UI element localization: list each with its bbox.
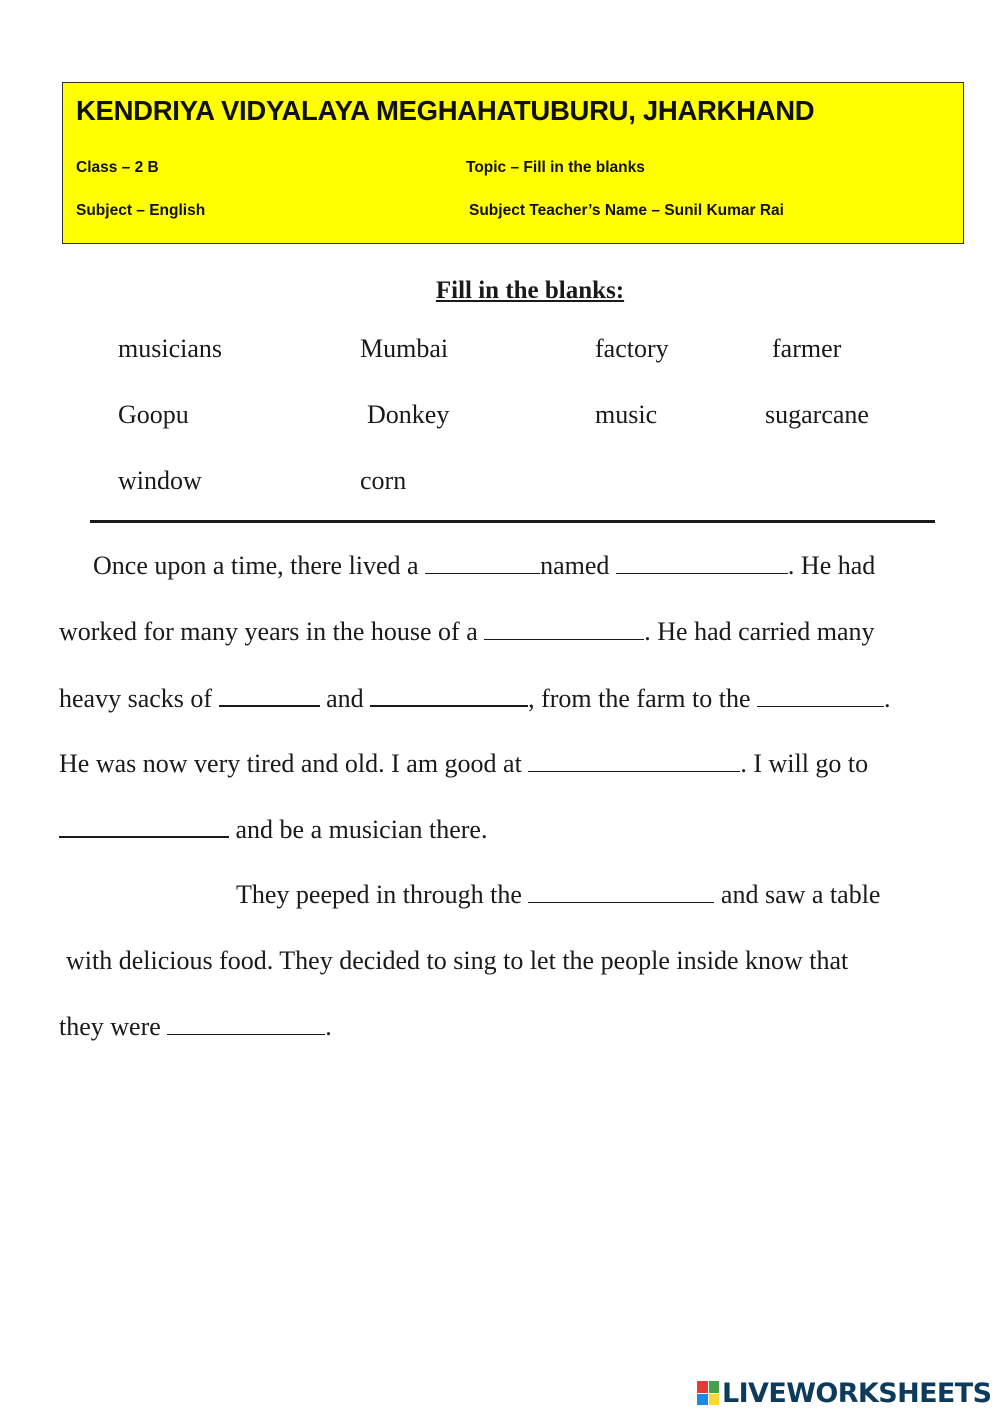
answer-blank[interactable] xyxy=(757,684,884,707)
passage-text: and be a musician there. xyxy=(229,815,488,844)
passage-line xyxy=(93,551,875,581)
word-bank-item: farmer xyxy=(772,334,842,363)
word-bank-item: corn xyxy=(360,466,407,495)
word-bank-item: sugarcane xyxy=(765,400,869,429)
divider-rule xyxy=(90,520,935,523)
passage-line xyxy=(59,617,875,647)
passage-line xyxy=(59,749,868,779)
passage-text: , from the farm to the xyxy=(528,684,757,713)
logo-square xyxy=(697,1381,708,1393)
passage-text: They peeped in through the xyxy=(236,880,529,909)
passage-line xyxy=(59,683,890,714)
word-bank-item: Donkey xyxy=(367,400,450,429)
logo-square xyxy=(697,1394,708,1406)
passage-text: . He had carried many xyxy=(644,617,875,646)
subject-label: Subject – English xyxy=(76,202,206,219)
answer-blank[interactable] xyxy=(370,683,528,707)
word-bank-item: musicians xyxy=(118,334,222,363)
passage-text: and saw a table xyxy=(714,880,881,909)
answer-blank[interactable] xyxy=(219,683,320,707)
topic-label: Topic – Fill in the blanks xyxy=(466,159,645,176)
passage-text: they were xyxy=(59,1012,168,1041)
class-label: Class – 2 B xyxy=(76,159,159,176)
passage-text: worked for many years in the house of a xyxy=(59,617,485,646)
answer-blank[interactable] xyxy=(425,551,540,574)
teacher-label: Subject Teacher’s Name – Sunil Kumar Rai xyxy=(469,202,784,219)
answer-blank[interactable] xyxy=(167,1012,325,1035)
passage-line xyxy=(59,814,487,845)
passage-text: named xyxy=(540,551,616,580)
logo-square xyxy=(709,1381,720,1393)
passage-text: . xyxy=(883,684,891,713)
answer-blank[interactable] xyxy=(484,617,644,640)
logo-square xyxy=(709,1394,720,1406)
word-bank-item: Goopu xyxy=(118,400,189,429)
passage-line xyxy=(236,880,880,910)
liveworksheets-logo-icon xyxy=(697,1381,719,1405)
passage-text: He was now very tired and old. I am good at xyxy=(59,749,529,778)
word-bank-item: Mumbai xyxy=(360,334,449,363)
school-name: KENDRIYA VIDYALAYA MEGHAHATUBURU, JHARKHAND xyxy=(76,95,815,126)
logo-text: LIVEWORKSHEETS xyxy=(722,1377,992,1409)
answer-blank[interactable] xyxy=(616,551,788,574)
passage-text: . He had xyxy=(787,551,876,580)
passage-line xyxy=(66,946,848,976)
passage-line xyxy=(59,1012,332,1042)
passage-text: . xyxy=(325,1012,332,1041)
passage-text: . I will go to xyxy=(740,749,869,778)
passage-text: Once upon a time, there lived a xyxy=(93,551,426,580)
passage-text: with delicious food. They decided to sing to let the people inside know that xyxy=(66,946,849,975)
word-bank-item: music xyxy=(595,400,658,429)
passage-text: and xyxy=(319,684,371,713)
worksheet-header xyxy=(62,82,964,244)
answer-blank[interactable] xyxy=(528,880,714,903)
liveworksheets-logo[interactable] xyxy=(697,1376,991,1410)
answer-blank[interactable] xyxy=(59,814,229,838)
answer-blank[interactable] xyxy=(528,749,740,772)
word-bank-item: window xyxy=(118,466,202,495)
word-bank-item: factory xyxy=(595,334,669,363)
exercise-title: Fill in the blanks: xyxy=(435,277,625,304)
passage-text: heavy sacks of xyxy=(59,684,219,713)
